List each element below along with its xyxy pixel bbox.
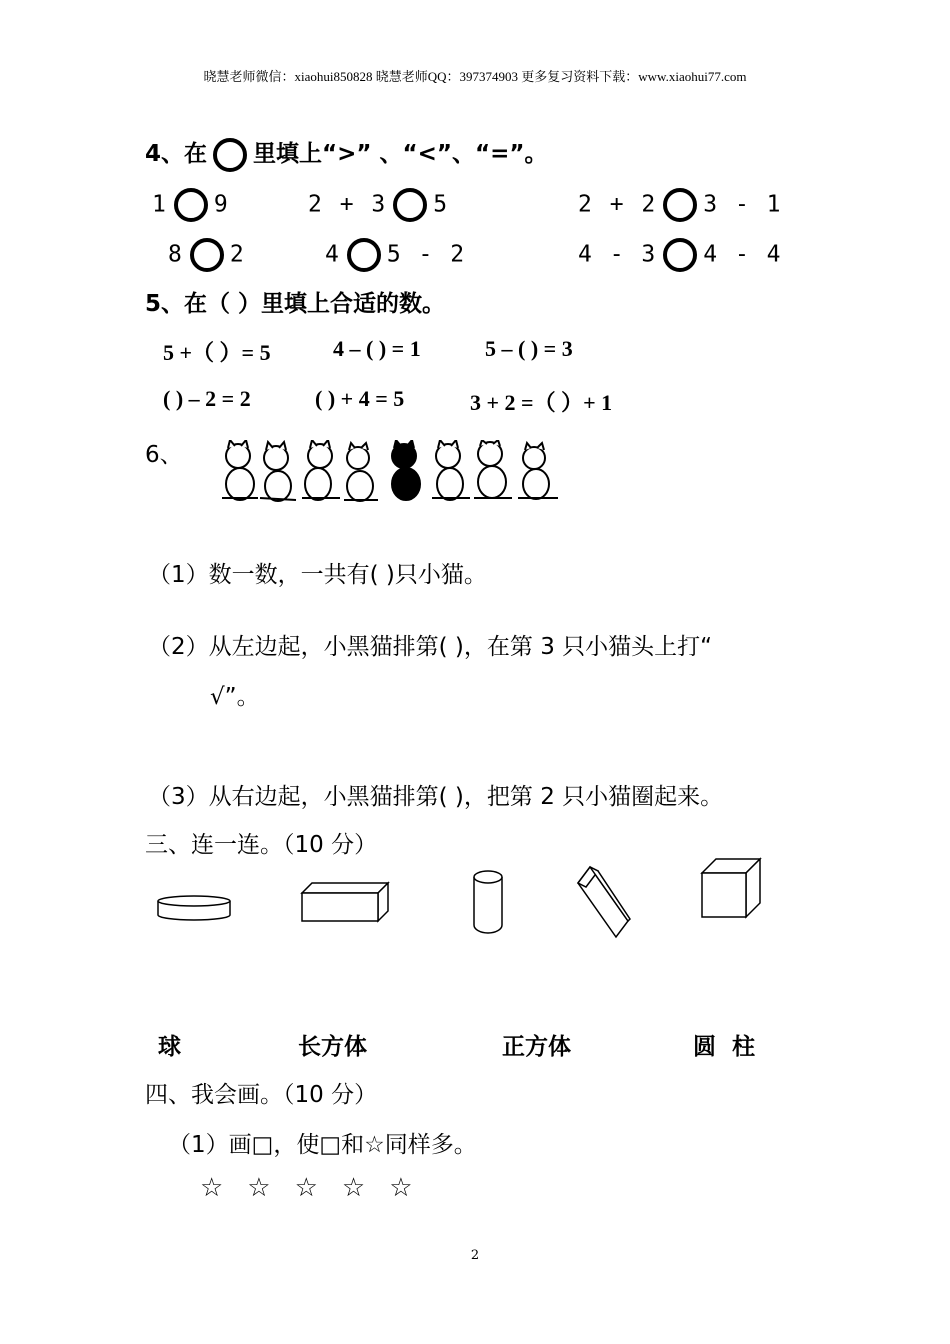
q4-item: 4 5 - 2 — [325, 238, 466, 272]
q6-item-2: （2）从左边起，小黑猫排第( )，在第 3 只小猫头上打“ — [148, 634, 713, 660]
section4-title: 四、我会画。（10 分） — [145, 1082, 378, 1108]
shape-label-cylinder[interactable]: 圆 柱 — [693, 1034, 756, 1060]
compare-circle[interactable] — [174, 188, 208, 222]
shape-label-cuboid[interactable]: 长方体 — [298, 1034, 367, 1060]
q4-item: 2 + 2 3 - 1 — [578, 188, 783, 222]
cat-icon — [260, 442, 296, 501]
q6-item-1: （1）数一数，一共有( )只小猫。 — [148, 562, 487, 588]
shape-label-ball[interactable]: 球 — [158, 1034, 181, 1060]
cat-icon — [432, 440, 470, 500]
q4-title — [145, 135, 548, 172]
cats-illustration — [218, 440, 560, 504]
cat-icon — [518, 443, 558, 499]
compare-circle[interactable] — [190, 238, 224, 272]
cat-icon — [302, 440, 340, 500]
section4-item-1: （1）画□，使□和☆同样多。 — [168, 1132, 477, 1158]
q6-label: 6、 — [145, 442, 183, 468]
tilted-cuboid-shape[interactable] — [578, 867, 630, 937]
q4-item: 2 + 3 5 — [308, 188, 449, 222]
cat-icon — [344, 443, 378, 501]
cat-icon — [474, 440, 512, 498]
q6-item-3: （3）从右边起，小黑猫排第( )，把第 2 只小猫圈起来。 — [148, 784, 724, 810]
q5-equation[interactable]: 5 – ( ) = 3 — [485, 336, 573, 361]
section3-title: 三、连一连。（10 分） — [145, 832, 378, 858]
black-cat-icon — [392, 440, 420, 500]
flat-cylinder-shape[interactable] — [158, 896, 230, 920]
cylinder-shape[interactable] — [474, 871, 502, 933]
q4-item: 4 - 3 4 - 4 — [578, 238, 783, 272]
page-number: 2 — [470, 1248, 480, 1263]
q4-item: 8 2 — [168, 238, 246, 272]
compare-circle[interactable] — [393, 188, 427, 222]
cube-shape[interactable] — [702, 859, 760, 917]
circle-icon — [213, 138, 247, 172]
compare-circle[interactable] — [663, 188, 697, 222]
q4-suffix: 里填上“>” 、“<”、“=”。 — [253, 141, 548, 167]
q5-equation[interactable]: ( ) – 2 = 2 — [163, 386, 251, 411]
q5-equation[interactable]: 4 – ( ) = 1 — [333, 336, 421, 361]
q5-equation[interactable]: 5 +（ ）= 5 — [163, 340, 271, 365]
stars-row: ☆☆☆☆☆ — [200, 1173, 437, 1203]
cuboid-shape[interactable] — [302, 883, 388, 921]
q5-equation[interactable]: 3 + 2 =（ ）+ 1 — [470, 390, 613, 415]
compare-circle[interactable] — [347, 238, 381, 272]
shape-label-cube[interactable]: 正方体 — [502, 1034, 571, 1060]
compare-circle[interactable] — [663, 238, 697, 272]
q4-prefix: 4、在 — [145, 141, 208, 167]
cat-icon — [222, 440, 258, 500]
page-header: 晓慧老师微信：xiaohui850828 晓慧老师QQ：397374903 更多复习资料下载：www.xiaohui77.com — [203, 69, 747, 84]
q4-item: 1 9 — [152, 188, 230, 222]
q6-item-2-cont: √”。 — [210, 684, 260, 710]
q5-title: 5、在（ ）里填上合适的数。 — [145, 291, 446, 317]
shapes-row — [150, 855, 770, 945]
q5-equation[interactable]: ( ) + 4 = 5 — [315, 386, 405, 411]
